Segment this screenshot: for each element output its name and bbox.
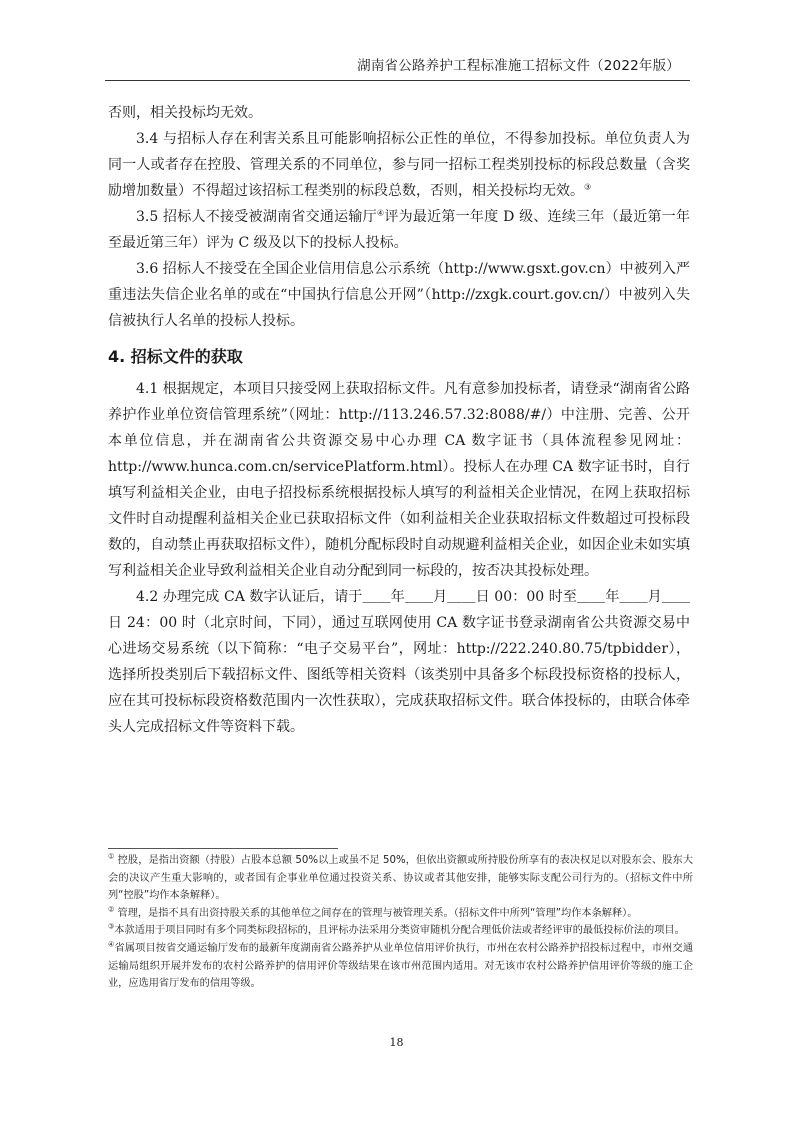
footnote-text: 管理，是指不具有出资持股关系的其他单位之间存在的管理与被管理关系。（招标文件中所列“管理”均作本条解释）。 (114, 907, 638, 919)
footnote-item (108, 852, 693, 905)
footnote-mark: ④ (108, 940, 115, 949)
document-title: 湖南省公路养护工程标准施工招标文件（2022年版） (357, 58, 680, 74)
paragraph-3-5 (108, 204, 690, 256)
footnote-item (108, 905, 693, 923)
footnote-text: 省属项目按省交通运输厅发布的最新年度湖南省公路养护从业单位信用评价执行，市州在农村公路养护招投标过程中，市州交通运输局组织开展并发布的农村公路养护的信用评价等级结果在该市州范围内适用。对无该市农村公路养护信用评价等级的施工企业，应选用省厅发布的信用等级。 (108, 942, 694, 990)
footnote-item (108, 940, 693, 993)
footnote-item (108, 922, 693, 940)
footnote-divider (108, 848, 338, 849)
footnote-text: 本款适用于项目同时有多个同类标段招标的，且评标办法采用分类资审随机分配合理低价法或者经评审的最低投标价法的项目。 (114, 925, 685, 937)
footnote-mark: ③ (108, 922, 115, 931)
paragraph-continuation: 否则，相关投标均无效。 (108, 105, 262, 121)
paragraph-3-4 (108, 126, 690, 204)
paragraph-4-1: 4.1 根据规定，本项目只接受网上获取招标文件。凡有意参加投标者，请登录“湖南省公路养护作业单位资信管理系统”（网址：http://113.246.57.32:8088/#/）中注册、完善、公开本单位信息，并在湖南省公共资源交易中心办理 CA 数字证书（具体流程参见网址：http://www.hunca.com.cn/servicePlatform.html）。投标人在办理 CA 数字证书时，自行填写利益相关企业，由电子招投标系统根据投标人填写的利益相关企业情况，在网上获取招标文件时自动提醒利益相关企业已获取招标文件（如利益相关企业获取招标文件数超过可投标段数的，自动禁止再获取招标文件），随机分配标段时自动规避利益相关企业，如因企业未如实填写利益相关企业导致利益相关企业自动分配到同一标段的，按否决其投标处理。 (108, 381, 690, 579)
paragraph-3-5-text-a: 3.5 招标人不接受被湖南省交通运输厅 (136, 209, 377, 225)
page-header (105, 50, 690, 81)
footnotes (108, 852, 693, 993)
footnote-ref-4: ④ (376, 208, 385, 218)
paragraph-4-2: 4.2 办理完成 CA 数字认证后，请于＿＿年＿＿月＿＿日 00：00 时至＿＿年＿＿月＿＿日 24：00 时（北京时间，下同），通过互联网使用 CA 数字证书登录湖南省公共资源交易中心进场交易系统（以下简称：“电子交易平台”，网址：http://222.240.80.75/tpbidder），选择所投类别后下载招标文件、图纸等相关资料（该类别中具备多个标段投标资格的投标人，应在其可投标标段资格数范围内一次性获取），完成获取招标文件。联合体投标的，由联合体牵头人完成招标文件等资料下载。 (108, 589, 690, 735)
footnote-text: 控股，是指出资额（持股）占股本总额 50%以上或虽不足 50%，但依出资额或所持股份所享有的表决权足以对股东会、股东大会的决议产生重大影响的，或者国有企事业单位通过投资关系、协议或者其他安排，能够实际支配公司行为的。（招标文件中所列“控股”均作本条解释）。 (108, 855, 693, 902)
footnote-ref-3: ③ (584, 182, 592, 192)
paragraph-3-4-text: 3.4 与招标人存在利害关系且可能影响招标公正性的单位，不得参加投标。单位负责人为同一人或者存在控股、管理关系的不同单位，参与同一招标工程类别投标的标段总数量（含奖励增加数量）不得超过该招标工程类别的标段总数，否则，相关投标均无效。 (108, 131, 690, 199)
paragraph-3-6: 3.6 招标人不接受在全国企业信用信息公示系统（http://www.gsxt.gov.cn）中被列入严重违法失信企业名单的或在“中国执行信息公开网”（http://zxgk.court.gov.cn/）中被列入失信被执行人名单的投标人投标。 (108, 261, 690, 329)
footnote-mark: ② (108, 905, 115, 914)
main-content (108, 100, 690, 740)
footnote-mark: ① (108, 852, 115, 861)
paragraph-3-5-text-b: 评为最近第一年度 D 级、连续三年（最近第一年至最近第三年）评为 C 级及以下的投标人投标。 (108, 209, 691, 251)
section-heading-4: 4. 招标文件的获取 (108, 347, 243, 366)
page-number: 18 (389, 1036, 404, 1049)
